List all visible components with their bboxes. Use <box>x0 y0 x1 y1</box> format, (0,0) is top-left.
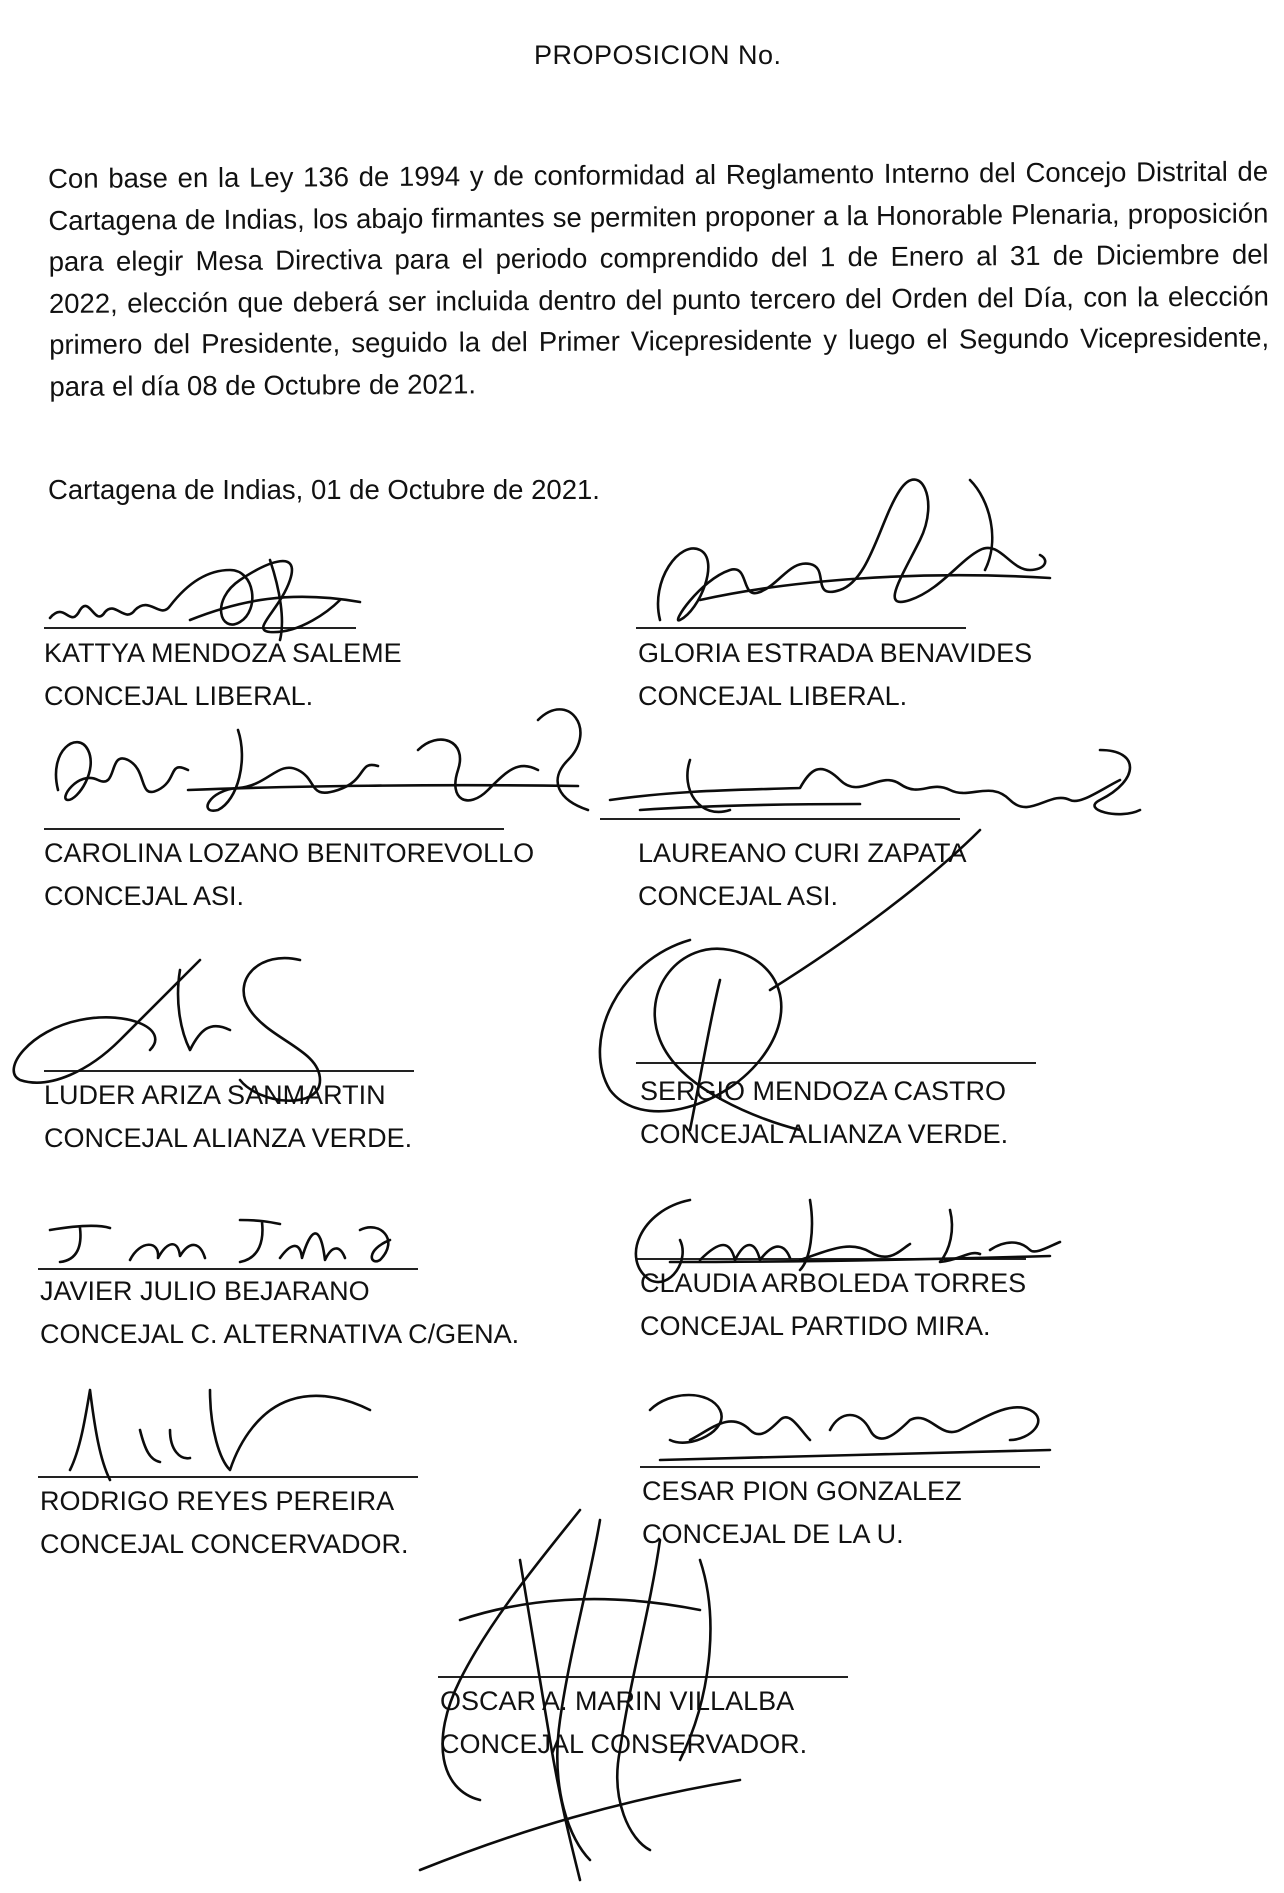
signatory-name: LAUREANO CURI ZAPATA <box>638 838 967 868</box>
signatory-rodrigo-reyes <box>40 1480 409 1566</box>
signatory-name: SERGIO MENDOZA CASTRO <box>640 1076 1007 1106</box>
signatory-name: OSCAR A. MARIN VILLALBA <box>440 1686 795 1716</box>
signature-line <box>600 818 960 820</box>
signatory-name: CESAR PION GONZALEZ <box>642 1476 962 1506</box>
signature-line <box>636 627 966 629</box>
signature-line <box>640 1466 1040 1468</box>
signatory-luder-ariza <box>44 1074 412 1160</box>
signatory-cesar-pion <box>642 1470 962 1556</box>
signature-line <box>44 1070 414 1072</box>
signatory-laureano-curi <box>638 832 967 918</box>
signatory-role: CONCEJAL C. ALTERNATIVA C/GENA. <box>40 1319 520 1349</box>
signatory-name: KATTYA MENDOZA SALEME <box>44 638 402 668</box>
signature-line <box>44 627 356 629</box>
signatory-sergio-mendoza <box>640 1070 1008 1156</box>
signatory-role: CONCEJAL CONCERVADOR. <box>40 1529 409 1559</box>
signatory-role: CONCEJAL PARTIDO MIRA. <box>640 1311 991 1341</box>
signatory-oscar-marin <box>440 1680 807 1766</box>
signatory-name: GLORIA ESTRADA BENAVIDES <box>638 638 1033 668</box>
handwritten-signature <box>640 460 1060 660</box>
signatory-role: CONCEJAL LIBERAL. <box>638 681 908 711</box>
signatory-role: CONCEJAL DE LA U. <box>642 1519 904 1549</box>
signature-line <box>636 1062 1036 1064</box>
signatory-gloria-estrada <box>638 632 1032 718</box>
date-line: Cartagena de Indias, 01 de Octubre de 2021. <box>48 474 600 505</box>
document-title: PROPOSICION No. <box>534 40 782 70</box>
signatory-name: CAROLINA LOZANO BENITOREVOLLO <box>44 838 535 868</box>
proposition-paragraph: Con base en la Ley 136 de 1994 y de conformidad al Reglamento Interno del Concejo Distrital de Cartagena de Indias, los abajo firmantes se permiten proponer a la Honorable Plenaria, proposición para elegir Mesa Directiva para el periodo comprendido del 1 de Enero al 31 de Diciembre del 2022, elección que deberá ser incluida dentro del punto tercero del Orden del Día, con la elección primero del Presidente, seguido la del Primer Vicepresidente y luego el Segundo Vicepresidente, para el día 08 de Octubre de 2021. <box>48 155 1270 402</box>
signatory-role: CONCEJAL ASI. <box>638 881 839 911</box>
signatory-kattya-mendoza <box>44 632 402 718</box>
handwritten-signature <box>30 1370 430 1490</box>
signatory-role: CONCEJAL ALIANZA VERDE. <box>44 1123 413 1153</box>
signatory-role: CONCEJAL CONSERVADOR. <box>440 1729 808 1759</box>
signatory-role: CONCEJAL ALIANZA VERDE. <box>640 1119 1009 1149</box>
signatory-javier-julio <box>40 1270 519 1356</box>
signatory-carolina-lozano <box>44 832 534 918</box>
signature-line <box>44 828 504 830</box>
signatory-claudia-arboleda <box>640 1262 1026 1348</box>
signature-line <box>438 1676 848 1678</box>
signature-line <box>636 1258 1026 1260</box>
signature-line <box>38 1476 418 1478</box>
signatory-name: RODRIGO REYES PEREIRA <box>40 1486 395 1516</box>
signatory-name: CLAUDIA ARBOLEDA TORRES <box>640 1268 1027 1298</box>
signatory-name: JAVIER JULIO BEJARANO <box>40 1276 370 1306</box>
signatory-role: CONCEJAL LIBERAL. <box>44 681 314 711</box>
signatory-name: LUDER ARIZA SANMARTIN <box>44 1080 386 1110</box>
signatory-role: CONCEJAL ASI. <box>44 881 245 911</box>
